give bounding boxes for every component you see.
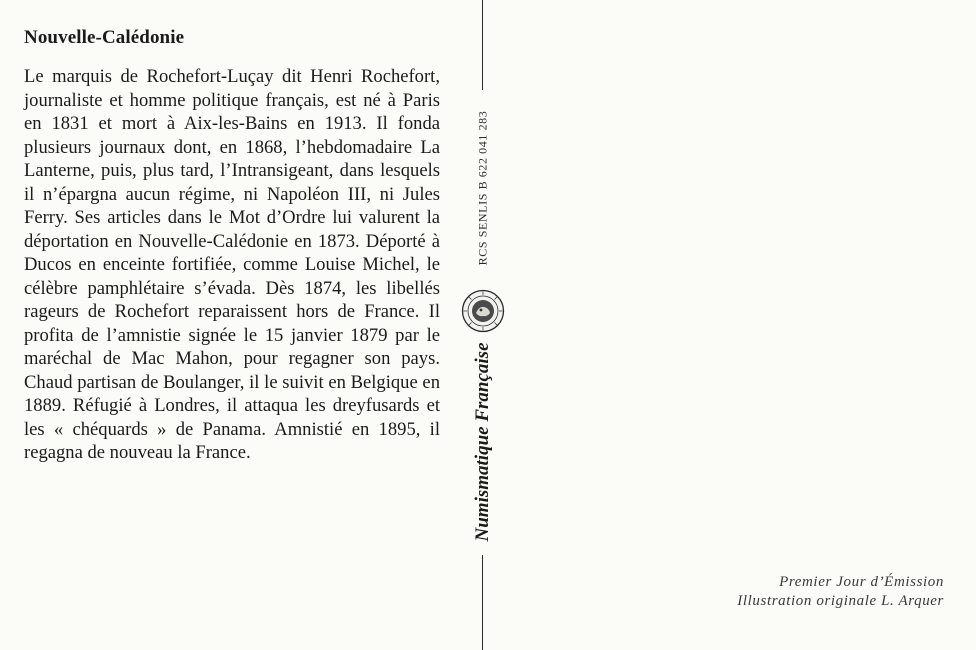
divider-line-bottom (482, 555, 483, 650)
body-paragraph: Le marquis de Rochefort-Luçay dit Henri Rochefort, journaliste et homme politique français, est né à Paris en 1831 et mort à Aix-les-Bains en 1913. Il fonda plusieurs journaux dont, en 1868, l’hebdomadaire La Lanterne, puis, plus tard, l’Intransigeant, dans lesquels il n’épargna aucun régime, ni Napoléon III, ni Jules Ferry. Ses articles dans le Mot d’Ordre lui valurent la déportation en Nouvelle-Calédonie en 1873. Déporté à Ducos en enceinte fortifiée, comme Louise Michel, le célèbre pamphlétaire s’évada. Dès 1874, les libellés rageurs de Rochefort reparaissent hors de France. Il profita de l’amnistie signée le 15 janvier 1879 par le maréchal de Mac Mahon, pour regagner son pays. Chaud partisan de Boulanger, il le suivit en Belgique en 1889. Réfugié à Londres, il attaqua les dreyfusards et les « chéquards » de Panama. Amnistié en 1895, il regagna de nouveau la France. (24, 66, 440, 463)
caption-first-day: Premier Jour d’Émission (779, 574, 944, 590)
seal-logo (461, 289, 505, 333)
rcs-registration-text: RCS SENLIS B 622 041 283 (475, 110, 490, 266)
brand-name-vertical: Numismatique Française (472, 342, 493, 542)
caption-illustration-credit: Illustration originale L. Arquer (737, 593, 944, 609)
page-title: Nouvelle-Calédonie (24, 27, 185, 48)
divider-line-top (482, 0, 483, 90)
